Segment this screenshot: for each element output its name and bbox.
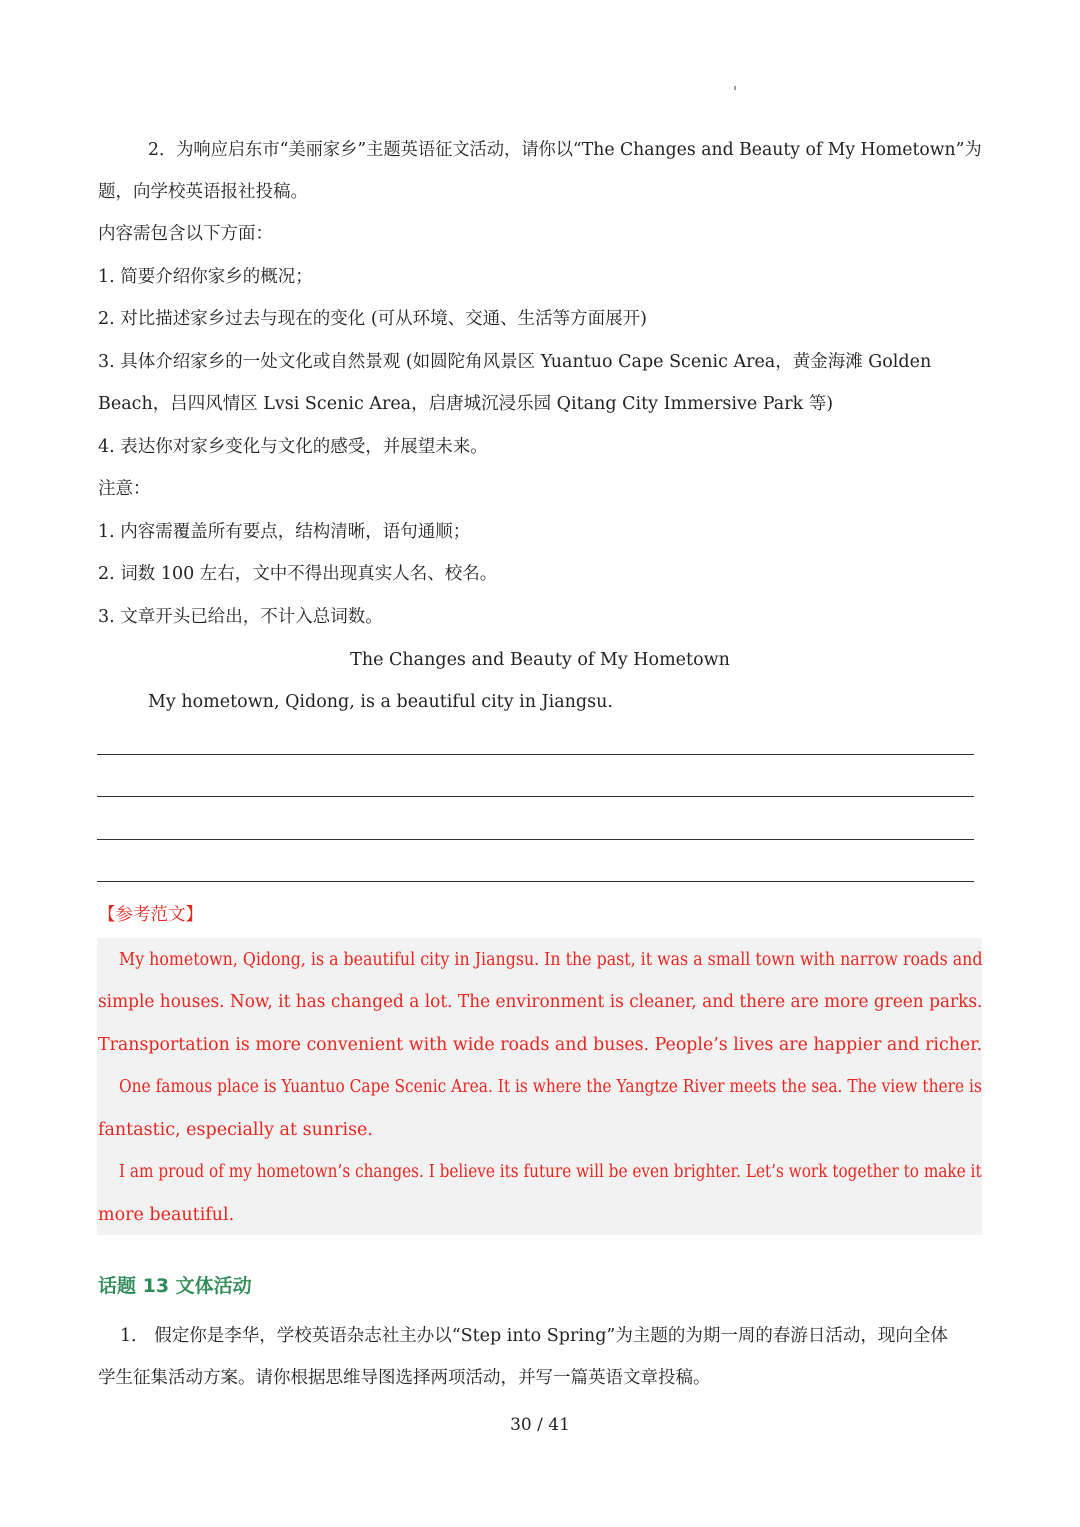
requirement-item-1: 1. 简要介绍你家乡的概况； bbox=[98, 267, 313, 287]
requirement-item-3: 3. 具体介绍家乡的一处文化或自然景观 (如圆陀角风景区 Yuantuo Cape Scenic Area，黄金海滩 Golden bbox=[98, 352, 932, 372]
reference-line-6: I am proud of my hometown’s changes. I believe its future will be even brighter. Let’s work together to make it bbox=[119, 1162, 982, 1182]
writing-line-2 bbox=[97, 796, 974, 797]
reference-line-2: simple houses. Now, it has changed a lot. The environment is cleaner, and there are more green parks. bbox=[98, 992, 983, 1012]
essay-title: The Changes and Beauty of My Hometown bbox=[350, 650, 730, 670]
reference-label: 【参考范文】 bbox=[98, 905, 203, 925]
requirement-item-3-cont: Beach，吕四风情区 Lvsi Scenic Area，启唐城沉浸乐园 Qitang City Immersive Park 等) bbox=[98, 394, 834, 414]
requirement-item-2: 2. 对比描述家乡过去与现在的变化 (可从环境、交通、生活等方面展开) bbox=[98, 309, 647, 329]
question-intro-line1: 2．为响应启东市“美丽家乡”主题英语征文活动，请你以“The Changes and Beauty of My Hometown”为 bbox=[148, 140, 982, 160]
essay-opening: My hometown, Qidong, is a beautiful city in Jiangsu. bbox=[148, 692, 613, 712]
question-intro-line2: 题，向学校英语报社投稿。 bbox=[98, 182, 308, 202]
page-number: 30 / 41 bbox=[510, 1415, 570, 1435]
writing-line-4 bbox=[97, 881, 974, 882]
content-label: 内容需包含以下方面： bbox=[98, 224, 273, 244]
requirement-item-4: 4. 表达你对家乡变化与文化的感受，并展望未来。 bbox=[98, 437, 488, 457]
writing-line-1 bbox=[97, 754, 974, 755]
topic-question-line1: 1． 假定你是李华，学校英语杂志社主办以“Step into Spring”为主题的为期一周的春游日活动，现向全体 bbox=[120, 1326, 948, 1346]
reference-line-5: fantastic, especially at sunrise. bbox=[98, 1120, 373, 1140]
reference-line-4: One famous place is Yuantuo Cape Scenic Area. It is where the Yangtze River meets the sea. The view there is bbox=[119, 1077, 982, 1097]
note-item-1: 1. 内容需覆盖所有要点，结构清晰，语句通顺； bbox=[98, 522, 471, 542]
note-item-3: 3. 文章开头已给出，不计入总词数。 bbox=[98, 607, 383, 627]
topic-question-line2: 学生征集活动方案。请你根据思维导图选择两项活动，并写一篇英语文章投稿。 bbox=[98, 1368, 711, 1388]
topic-heading: 话题 13 文体活动 bbox=[98, 1275, 252, 1297]
writing-line-3 bbox=[97, 839, 974, 840]
reference-line-1: My hometown, Qidong, is a beautiful city in Jiangsu. In the past, it was a small town with narrow roads and bbox=[119, 950, 983, 970]
reference-line-3: Transportation is more convenient with wide roads and buses. People’s lives are happier and richer. bbox=[98, 1035, 983, 1055]
note-item-2: 2. 词数 100 左右，文中不得出现真实人名、校名。 bbox=[98, 564, 498, 584]
reference-line-7: more beautiful. bbox=[98, 1205, 235, 1225]
page-mark bbox=[734, 86, 736, 90]
notes-label: 注意： bbox=[98, 479, 151, 499]
